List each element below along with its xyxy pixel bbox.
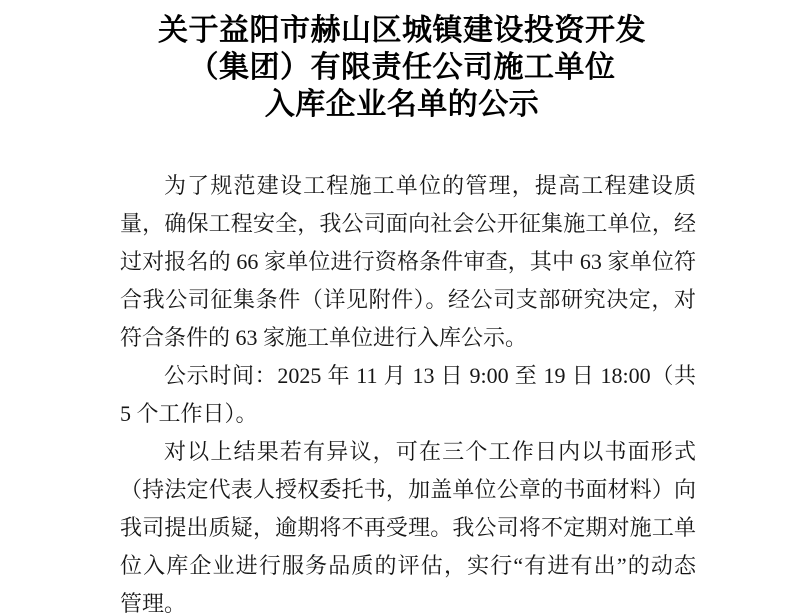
- body-line-12: 管理。: [120, 591, 187, 616]
- body-line-5: 符合条件的 63 家施工单位进行入库公示。: [120, 325, 528, 350]
- body-line-4: 合我公司征集条件（详见附件）。经公司支部研究决定，对: [120, 287, 696, 312]
- body-line-9: （持法定代表人授权委托书，加盖单位公章的书面材料）向: [120, 477, 696, 502]
- body-line-11: 位入库企业进行服务品质的评估，实行“有进有出”的动态: [120, 553, 696, 578]
- body-line-6: 公示时间：2025 年 11 月 13 日 9:00 至 19 日 18:00（共: [164, 363, 696, 388]
- body-line-1: 为了规范建设工程施工单位的管理，提高工程建设质: [164, 173, 696, 198]
- body-line-2: 量，确保工程安全，我公司面向社会公开征集施工单位，经: [120, 211, 696, 236]
- document-body: [120, 167, 696, 616]
- body-line-8: 对以上结果若有异议，可在三个工作日内以书面形式: [164, 439, 696, 464]
- title-line-1: 关于益阳市赫山区城镇建设投资开发: [158, 14, 646, 47]
- body-line-10: 我司提出质疑，逾期将不再受理。我公司将不定期对施工单: [120, 515, 696, 540]
- title-line-2: （集团）有限责任公司施工单位: [188, 51, 616, 84]
- document-title: [114, 12, 690, 123]
- body-line-7: 5 个工作日）。: [120, 401, 258, 426]
- body-line-3: 过对报名的 66 家单位进行资格条件审查，其中 63 家单位符: [120, 249, 696, 274]
- title-line-3: 入库企业名单的公示: [264, 88, 540, 121]
